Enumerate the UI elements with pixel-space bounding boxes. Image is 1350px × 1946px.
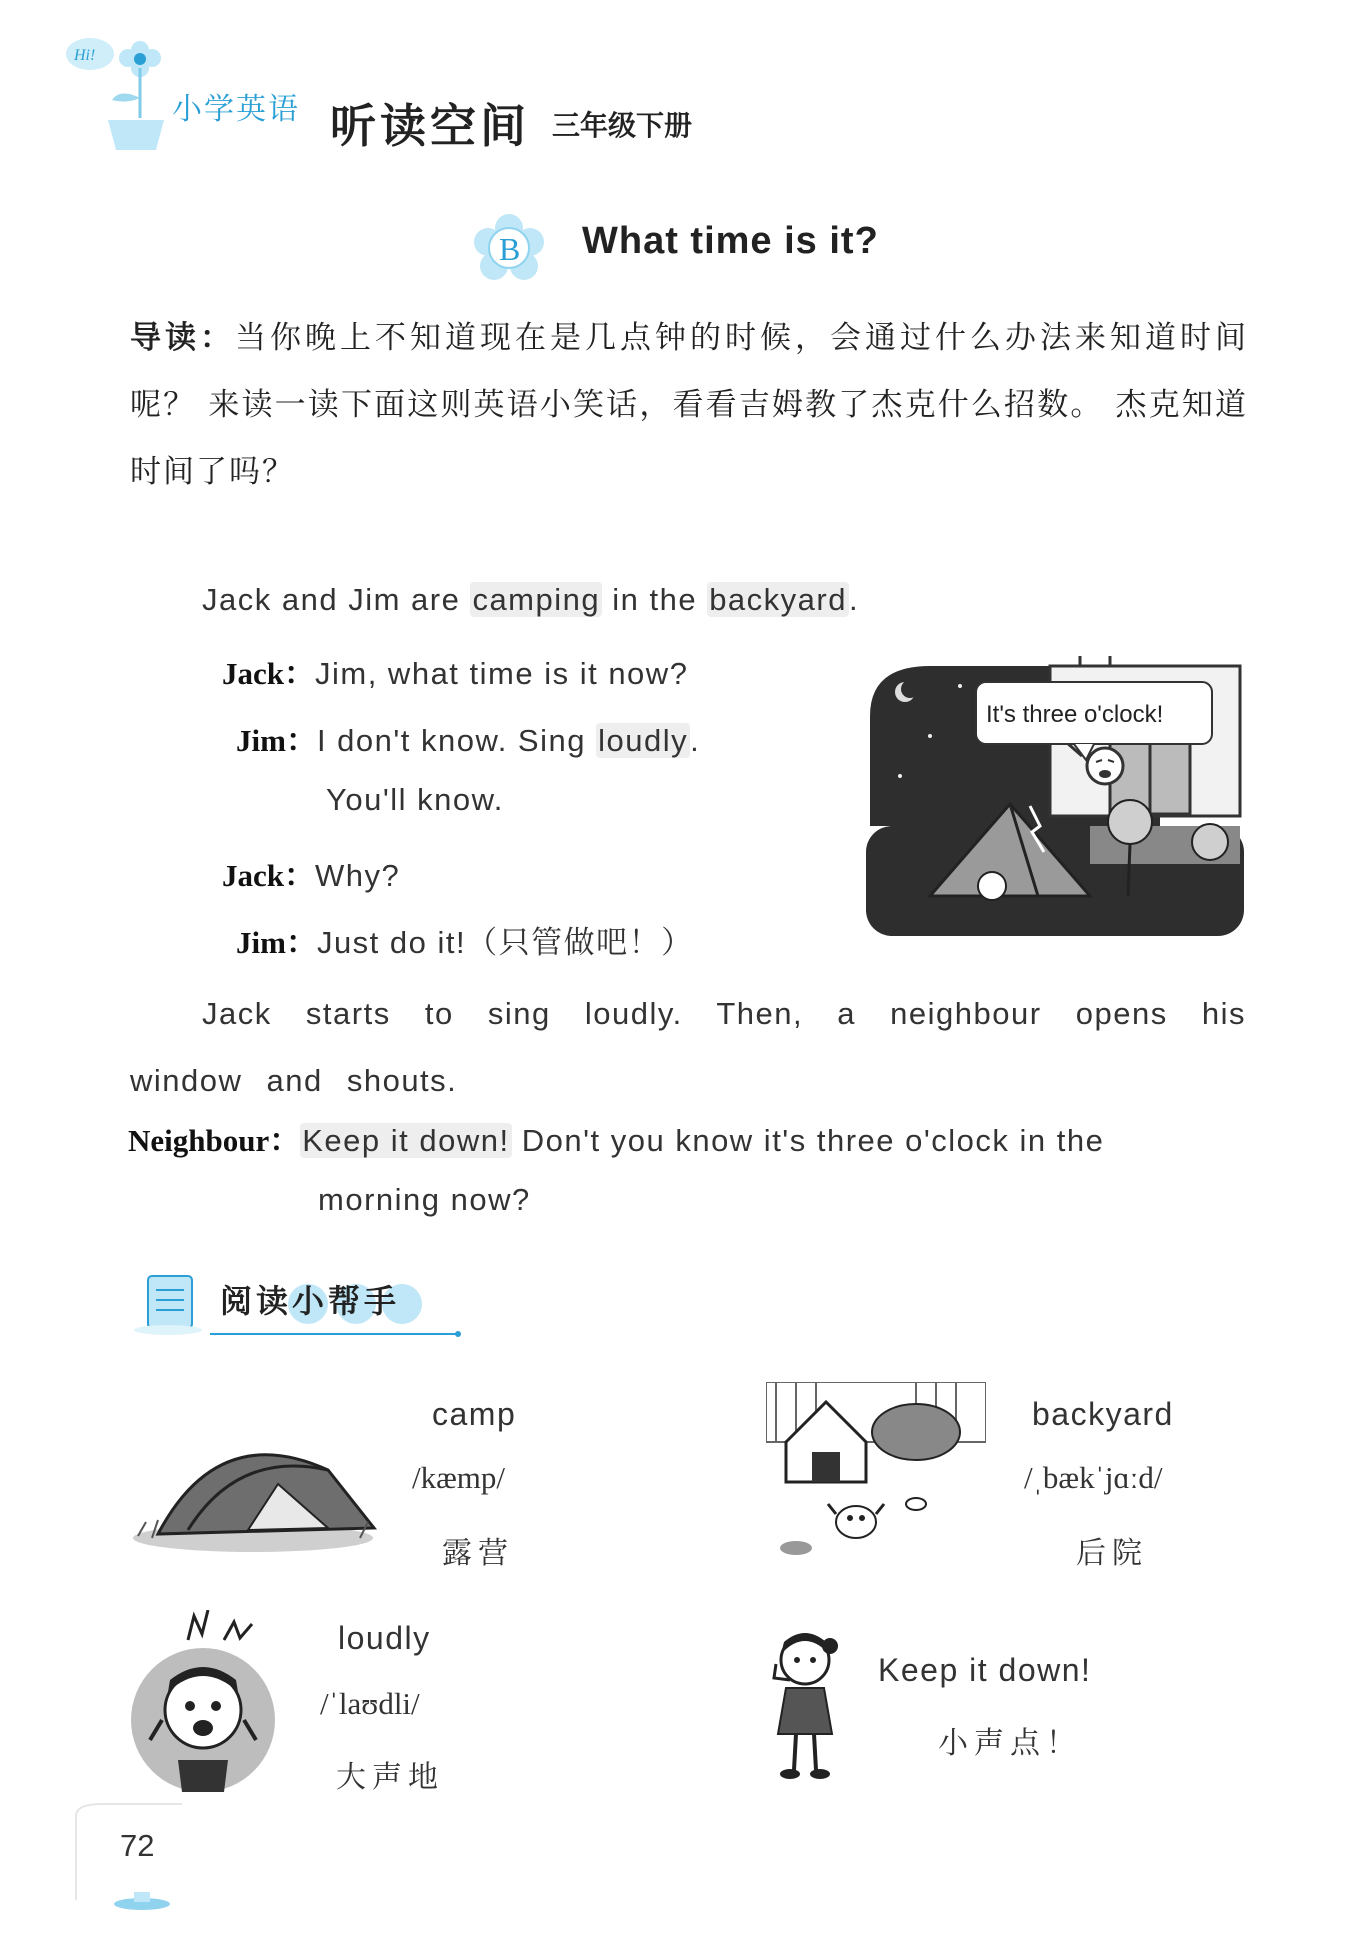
word-backyard: backyard	[709, 582, 847, 617]
vocab-word: loudly	[338, 1620, 431, 1656]
word-loudly: loudly	[598, 723, 689, 758]
reading-helper-title: 阅读小帮手	[220, 1282, 401, 1320]
girl-shushing-icon	[760, 1624, 850, 1784]
speaker-name: Jim	[236, 925, 286, 960]
intro-label: 导读：	[130, 320, 235, 356]
story-line-1: Jack and Jim are camping in the backyard.	[202, 582, 860, 617]
dialog-text: Why?	[315, 858, 401, 893]
dialog-text: Just do it!（只管做吧！）	[316, 925, 694, 960]
section-title: What time is it?	[582, 220, 879, 262]
vocab-phrase: Keep it down!	[878, 1652, 1092, 1688]
vocab-word: camp	[432, 1396, 517, 1432]
flower-pot-icon	[60, 28, 180, 158]
story-paragraph: Jack starts to sing loudly. Then, a neighbour opens his window and shouts.	[130, 996, 1246, 1098]
flower-letter-badge	[472, 214, 546, 282]
dialog-line-neighbour: Neighbour：Keep it down! Don't you know it's three o'clock in the	[128, 1123, 1105, 1158]
speaker-name: Jim	[236, 723, 286, 758]
page-number: 72	[120, 1828, 155, 1863]
vocab-chinese: 露营	[442, 1536, 514, 1571]
dialog-line: Jim：I don't know. Sing loudly.	[236, 723, 701, 758]
hi-badge: Hi!	[74, 47, 96, 64]
tent-icon	[128, 1410, 378, 1560]
speech-bubble-text: It's three o'clock!	[986, 701, 1164, 728]
vocab-chinese: 大声地	[336, 1760, 444, 1795]
shouting-boy-icon	[128, 1610, 288, 1800]
series-name-small: 小学英语	[172, 92, 300, 127]
speaker-name: Jack	[222, 858, 284, 893]
section-letter: B	[499, 231, 521, 267]
intro-paragraph	[130, 305, 1248, 506]
dialog-line: You'll know.	[326, 782, 504, 817]
dialog-line: Jack：Jim, what time is it now?	[222, 656, 689, 691]
camping-night-illustration	[860, 656, 1246, 946]
vocab-chinese: 后院	[1076, 1536, 1148, 1571]
grade-label: 三年级下册	[552, 109, 693, 142]
vocab-chinese: 小声点！	[938, 1726, 1082, 1761]
word-camping: camping	[472, 582, 601, 617]
dialog-line: Jim：Just do it!（只管做吧！）	[236, 925, 694, 960]
intro-text: 当你晚上不知道现在是几点钟的时候，会通过什么办法来知道时间呢？ 来读一读下面这则英语小笑话，看看吉姆教了杰克什么招数。 杰克知道时间了吗？	[130, 320, 1248, 490]
speaker-name: Neighbour	[128, 1123, 270, 1158]
vocab-word: backyard	[1032, 1396, 1174, 1432]
phrase-keep-it-down: Keep it down!	[302, 1123, 510, 1158]
speaker-name: Jack	[222, 656, 284, 691]
vocab-phonetic: /ˈlaʊdli/	[320, 1686, 420, 1721]
dialog-line: Jack：Why?	[222, 858, 401, 893]
vocab-phonetic: /ˌbækˈjɑːd/	[1024, 1460, 1163, 1495]
series-name-big: 听读空间	[330, 99, 530, 153]
dialog-line-continuation: morning now?	[318, 1182, 531, 1217]
backyard-icon	[766, 1382, 986, 1572]
dialog-text: Jim, what time is it now?	[315, 656, 689, 691]
vocab-phonetic: /kæmp/	[412, 1460, 506, 1495]
